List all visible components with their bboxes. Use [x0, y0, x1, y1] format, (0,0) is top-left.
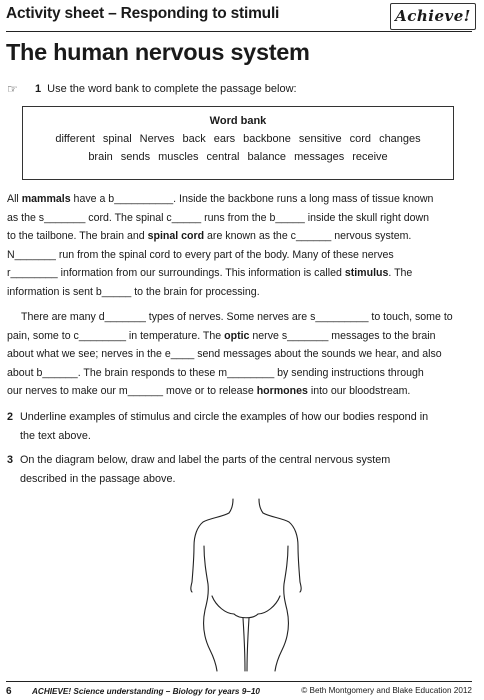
passage-line: [7, 209, 477, 228]
word-bank-row: [23, 133, 453, 145]
header-bar: [0, 0, 484, 30]
passage-line: [7, 308, 477, 327]
passage-text: about what we see; nerves in the e____ send messages about the sounds we hear, and also: [7, 348, 442, 361]
word-bank-word: balance: [247, 151, 287, 163]
word-bank-word: cord: [349, 133, 372, 145]
copyright-notice: © Beth Montgomery and Blake Education 2012: [301, 686, 472, 695]
word-bank-word: Nerves: [139, 133, 175, 145]
passage-line: [7, 246, 477, 265]
footer-divider: [6, 681, 472, 682]
word-bank-word: central: [206, 151, 240, 163]
word-bank-title: Word bank: [209, 115, 267, 127]
question-text: described in the passage above.: [20, 473, 176, 485]
question-text: Use the word bank to complete the passage below:: [47, 82, 297, 95]
passage-line: [7, 364, 477, 383]
word-bank-word: sensitive: [298, 133, 342, 145]
word-bank-word: back: [182, 133, 206, 145]
word-bank-word: spinal: [102, 133, 132, 145]
bold-term: optic: [224, 329, 250, 342]
passage-line: [7, 264, 477, 283]
footer: [6, 686, 472, 697]
passage-text: r________ information from our surroundings. This information is called: [7, 267, 345, 280]
page-number: 6: [6, 686, 12, 697]
word-bank-word: muscles: [158, 151, 199, 163]
passage-text: our nerves to make our m______ move or to release: [7, 385, 257, 398]
word-bank: [22, 106, 454, 180]
passage-text: pain, some to c________ in temperature. The: [7, 329, 225, 342]
achieve-logo: Achieve!: [390, 3, 476, 30]
bold-term: spinal cord: [147, 230, 205, 243]
passage-text: about b______. The brain responds to these m________ by sending instructions through: [7, 366, 424, 379]
passage-line: [7, 283, 477, 302]
bold-term: hormones: [256, 385, 308, 398]
passage-text: nerve s_______ messages to the brain: [249, 329, 436, 342]
question-number: 3: [7, 454, 14, 466]
passage-text: information is sent b_____ to the brain for processing.: [7, 285, 260, 298]
passage-text: to the tailbone. The brain and: [7, 230, 148, 243]
word-bank-row: [23, 151, 453, 163]
passage-text: as the s_______ cord. The spinal c_____ runs from the b_____ inside the skull right down: [7, 211, 430, 224]
question-2: [7, 408, 477, 446]
passage-paragraph-2: [7, 308, 477, 401]
human-body-outline[interactable]: [186, 498, 306, 672]
word-bank-word: messages: [294, 151, 345, 163]
passage-line: [7, 345, 477, 364]
passage-line: [7, 382, 477, 401]
question-1: [7, 82, 297, 96]
question-number: 2: [7, 411, 14, 423]
passage-text: . The: [388, 267, 413, 280]
question-number: 1: [35, 82, 42, 95]
passage-text: have a b__________. Inside the backbone runs a long mass of tissue known: [70, 193, 434, 205]
word-bank-word: brain: [88, 151, 113, 163]
question-text: Underline examples of stimulus and circle the examples of how our bodies respond in: [20, 411, 429, 423]
pointing-hand-icon: ☞: [7, 82, 18, 96]
word-bank-word: ears: [213, 133, 236, 145]
word-bank-word: receive: [352, 151, 388, 163]
word-bank-word: sends: [120, 151, 151, 163]
word-bank-word: backbone: [243, 133, 291, 145]
word-bank-word: changes: [379, 133, 421, 145]
question-3: [7, 451, 477, 489]
word-bank-word: different: [55, 133, 95, 145]
passage-line: [7, 227, 477, 246]
passage-text: into our bloodstream.: [307, 385, 411, 398]
question-text: On the diagram below, draw and label the parts of the central nervous system: [20, 454, 391, 466]
bold-term: stimulus: [344, 267, 389, 280]
page-title: The human nervous system: [6, 39, 310, 65]
passage-line: [7, 190, 477, 209]
bold-term: mammals: [21, 193, 71, 205]
passage-paragraph-1: [7, 190, 477, 302]
question-text: the text above.: [20, 430, 91, 442]
sheet-label: Activity sheet – Responding to stimuli: [6, 5, 280, 22]
header-divider: [6, 31, 472, 32]
series-title: ACHIEVE! Science understanding – Biology for years 9–10: [32, 687, 260, 696]
passage-text: There are many d_______ types of nerves. Some nerves are s_________ to touch, some to: [21, 311, 453, 323]
passage-text: N_______ run from the spinal cord to every part of the body. Many of these nerves: [7, 248, 394, 261]
passage-line: [7, 327, 477, 346]
passage-text: All: [7, 193, 22, 205]
passage-text: are known as the c______ nervous system.: [204, 230, 412, 243]
